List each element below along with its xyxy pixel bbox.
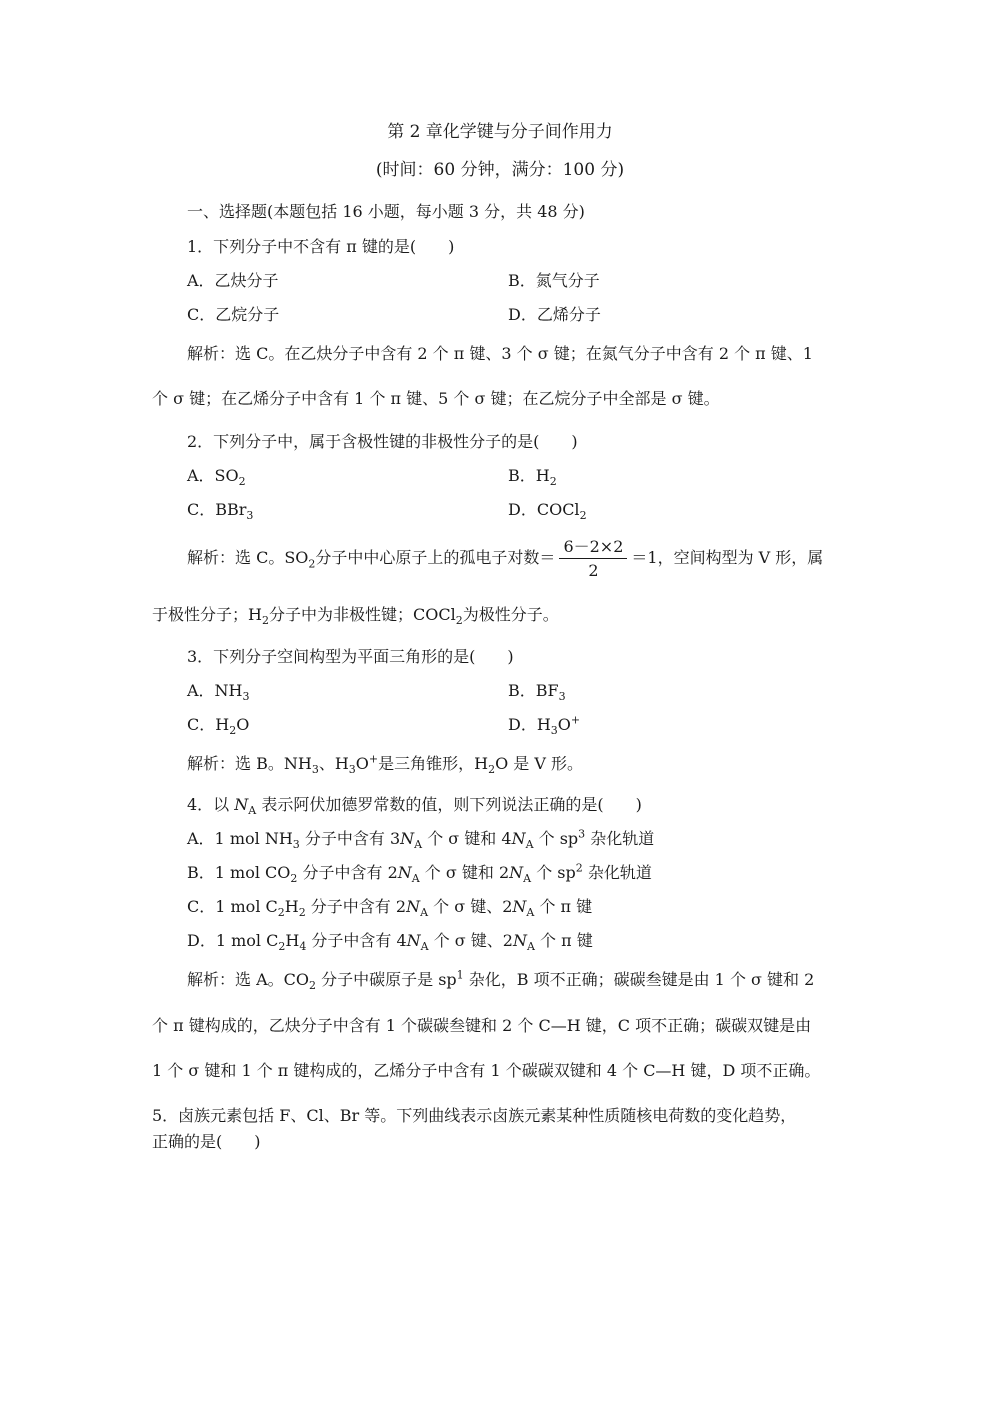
subscript: 2 — [308, 557, 316, 571]
subscript: A — [411, 872, 420, 886]
avogadro-symbol: N — [406, 931, 421, 950]
option-text: 个 π 键 — [534, 931, 593, 950]
avogadro-symbol: N — [234, 795, 249, 814]
question-3-analysis — [187, 752, 584, 777]
fraction — [559, 538, 627, 579]
analysis-text: O — [355, 754, 369, 773]
subscript: 3 — [550, 724, 558, 738]
question-4-option-a — [187, 827, 655, 852]
page-title: 第 2 章化学键与分子间作用力 — [387, 122, 613, 142]
superscript: 2 — [575, 861, 583, 875]
subscript: A — [420, 906, 429, 920]
subscript: 4 — [299, 940, 307, 954]
question-2-analysis-line-2 — [152, 605, 559, 628]
section-heading — [187, 202, 585, 221]
stem-text: 表示阿伏加德罗常数的值，则下列说法正确的是( ) — [256, 795, 642, 814]
option-text: A．1 mol NH — [187, 829, 293, 848]
avogadro-symbol: N — [406, 897, 421, 916]
section-note: (本题包括 16 小题，每小题 3 分，共 48 分) — [267, 202, 585, 221]
subscript: A — [414, 838, 423, 852]
option-text: 分子中含有 3 — [299, 829, 401, 848]
avogadro-symbol: N — [509, 863, 524, 882]
analysis-text: 解析：选 B。NH — [187, 754, 312, 773]
question-5-stem-line-2: 正确的是( ) — [152, 1132, 261, 1151]
option-text: 个 sp — [531, 863, 576, 882]
question-1-stem: 1．下列分子中不含有 π 键的是( ) — [187, 237, 455, 256]
option-text: O — [557, 715, 571, 734]
option-text: 分子中含有 4 — [306, 931, 407, 950]
analysis-text: 分子中中心原子上的孤电子对数＝ — [315, 548, 556, 568]
subscript: 2 — [238, 475, 246, 489]
option-text: A．SO — [187, 466, 239, 485]
section-title: 一、选择题 — [187, 202, 268, 221]
subscript: 2 — [455, 614, 463, 628]
question-2-analysis-line-1 — [187, 538, 823, 579]
fraction-denominator: 2 — [588, 560, 599, 580]
option-text: C．BBr — [187, 500, 247, 519]
question-4-analysis-line-1 — [187, 968, 815, 993]
subscript: 3 — [246, 509, 254, 523]
option-text: 杂化轨道 — [585, 829, 655, 848]
analysis-text: 解析：选 C。SO — [187, 548, 309, 568]
question-3-stem: 3．下列分子空间构型为平面三角形的是( ) — [187, 647, 514, 666]
subscript: 2 — [298, 906, 306, 920]
subscript: 3 — [242, 690, 250, 704]
subscript: A — [523, 872, 532, 886]
subscript: 3 — [348, 763, 356, 777]
question-4-analysis-line-2: 个 π 键构成的，乙炔分子中含有 1 个碳碳叁键和 2 个 C—H 键，C 项不正确；碳碳双键是由 — [152, 1016, 812, 1035]
exam-info: (时间：60 分钟，满分：100 分) — [375, 160, 625, 180]
option-text: 分子中含有 2 — [305, 897, 407, 916]
analysis-text: 、H — [318, 754, 349, 773]
question-2-option-c — [187, 500, 254, 523]
question-3-option-c — [187, 715, 250, 738]
option-text: A．NH — [187, 681, 243, 700]
option-text: 个 sp — [533, 829, 579, 848]
question-1-option-a: A．乙炔分子 — [187, 271, 279, 290]
question-2-stem: 2．下列分子中，属于含极性键的非极性分子的是( ) — [187, 432, 578, 451]
option-text: B．BF — [508, 681, 559, 700]
question-3-option-a — [187, 681, 250, 704]
option-text: 杂化轨道 — [582, 863, 652, 882]
avogadro-symbol: N — [511, 829, 526, 848]
option-text: C．1 mol C — [187, 897, 278, 916]
subscript: 2 — [278, 940, 286, 954]
option-text: 个 π 键 — [534, 897, 593, 916]
subscript: 3 — [311, 763, 319, 777]
question-2-option-d — [508, 500, 587, 523]
question-2-option-a — [187, 466, 246, 489]
analysis-text: 杂化，B 项不正确；碳碳叁键是由 1 个 σ 键和 2 — [463, 970, 815, 989]
analysis-text: 分子中为非极性键；COCl — [268, 605, 456, 624]
subscript: A — [526, 906, 535, 920]
subscript: 2 — [309, 979, 317, 993]
fraction-numerator: 6－2×2 — [559, 538, 627, 559]
analysis-text: 分子中碳原子是 sp — [316, 970, 457, 989]
question-4-option-d — [187, 931, 593, 954]
question-4-analysis-line-3: 1 个 σ 键和 1 个 π 键构成的，乙烯分子中含有 1 个碳碳双键和 4 个 C—H 键，D 项不正确。 — [152, 1061, 821, 1080]
stem-text: 4．以 — [187, 795, 235, 814]
avogadro-symbol: N — [512, 897, 527, 916]
option-text: C．H — [187, 715, 230, 734]
subscript: A — [248, 804, 257, 818]
subscript: 2 — [549, 475, 557, 489]
subscript: A — [525, 838, 534, 852]
avogadro-symbol: N — [400, 829, 415, 848]
question-4-option-b — [187, 861, 652, 886]
analysis-text: 是三角锥形，H — [378, 754, 489, 773]
analysis-text: O 是 V 形。 — [495, 754, 584, 773]
option-text: 个 σ 键和 4 — [422, 829, 512, 848]
avogadro-symbol: N — [397, 863, 412, 882]
superscript: + — [570, 713, 581, 727]
question-1-option-d: D．乙烯分子 — [508, 305, 601, 324]
option-text: 个 σ 键、2 — [428, 931, 513, 950]
question-5-stem-line-1: 5．卤族元素包括 F、Cl、Br 等。下列曲线表示卤族元素某种性质随核电荷数的变化趋势， — [152, 1106, 797, 1125]
subscript: 3 — [558, 690, 566, 704]
subscript: 2 — [290, 872, 298, 886]
option-text: D．H — [508, 715, 551, 734]
question-1-option-b: B．氮气分子 — [508, 271, 600, 290]
superscript: + — [368, 752, 379, 766]
question-4-option-c — [187, 897, 593, 920]
superscript: 3 — [578, 827, 586, 841]
analysis-text: ＝1，空间构型为 V 形，属 — [631, 548, 824, 568]
subscript: 2 — [488, 763, 496, 777]
option-text: O — [236, 715, 250, 734]
subscript: 2 — [261, 614, 269, 628]
subscript: 2 — [579, 509, 587, 523]
question-1-option-c: C．乙烷分子 — [187, 305, 280, 324]
analysis-text: 解析：选 A。CO — [187, 970, 310, 989]
option-text: H — [285, 931, 300, 950]
option-text: B．1 mol CO — [187, 863, 291, 882]
analysis-text: 于极性分子；H — [152, 605, 262, 624]
question-3-option-b — [508, 681, 566, 704]
option-text: 个 σ 键和 2 — [419, 863, 510, 882]
question-1-analysis-line-2: 个 σ 键；在乙烯分子中含有 1 个 π 键、5 个 σ 键；在乙烷分子中全部是 σ 键。 — [152, 389, 720, 408]
option-text: D．COCl — [508, 500, 580, 519]
option-text: H — [284, 897, 299, 916]
question-3-option-d — [508, 713, 581, 738]
avogadro-symbol: N — [513, 931, 527, 950]
question-2-option-b — [508, 466, 557, 489]
analysis-text: 为极性分子。 — [462, 605, 559, 624]
option-text: 个 σ 键、2 — [428, 897, 513, 916]
subscript: 2 — [277, 906, 285, 920]
subscript: A — [420, 940, 429, 954]
option-text: D．1 mol C — [187, 931, 279, 950]
question-1-analysis-line-1: 解析：选 C。在乙炔分子中含有 2 个 π 键、3 个 σ 键；在氮气分子中含有 2 个 π 键、1 — [187, 344, 813, 363]
subscript: 2 — [229, 724, 237, 738]
question-4-stem — [187, 795, 642, 818]
subscript: A — [527, 940, 535, 954]
subscript: 3 — [292, 838, 300, 852]
option-text: B．H — [508, 466, 550, 485]
option-text: 分子中含有 2 — [297, 863, 398, 882]
superscript: 1 — [456, 968, 464, 982]
